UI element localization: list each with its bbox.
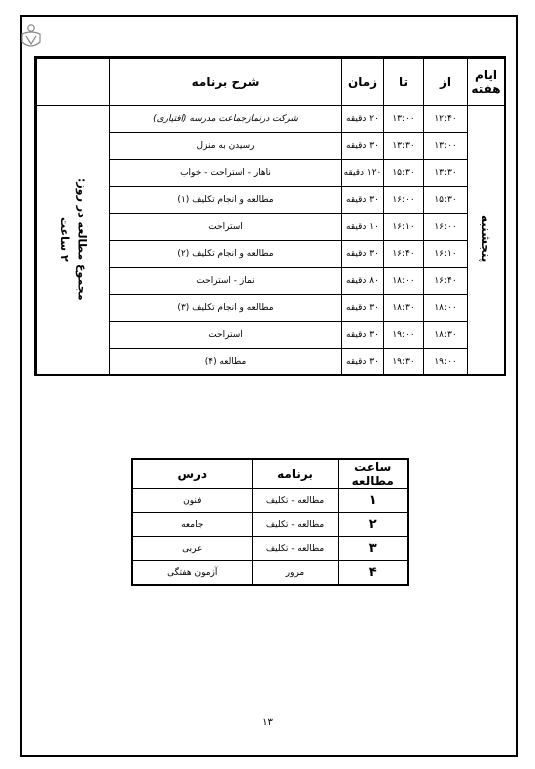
description-cell: مطالعه و انجام تکلیف (۱) — [110, 187, 342, 214]
table-row — [132, 513, 408, 537]
study-hour-cell: ۴ — [338, 561, 408, 586]
duration-cell: ۳۰ دقیقه — [342, 241, 384, 268]
to-cell: ۱۳:۳۰ — [384, 133, 424, 160]
from-cell: ۱۳:۰۰ — [424, 133, 468, 160]
description-cell: استراحت — [110, 322, 342, 349]
to-cell: ۱۹:۰۰ — [384, 322, 424, 349]
to-cell: ۱۶:۰۰ — [384, 187, 424, 214]
duration-cell: ۳۰ دقیقه — [342, 322, 384, 349]
school-emblem-icon — [18, 22, 44, 52]
from-cell: ۱۳:۳۰ — [424, 160, 468, 187]
description-cell: مطالعه و انجام تکلیف (۲) — [110, 241, 342, 268]
subject-cell: آزمون هفتگی — [132, 561, 252, 586]
duration-cell: ۳۰ دقیقه — [342, 295, 384, 322]
header-subject: درس — [132, 459, 252, 489]
from-cell: ۱۵:۳۰ — [424, 187, 468, 214]
table-row — [132, 537, 408, 561]
from-cell: ۱۹:۰۰ — [424, 349, 468, 376]
header-note-blank — [37, 59, 110, 106]
to-cell: ۱۶:۱۰ — [384, 214, 424, 241]
duration-cell: ۲۰ دقیقه — [342, 106, 384, 133]
study-hour-cell: ۱ — [338, 489, 408, 513]
page-number: ۱۳ — [262, 717, 273, 728]
program-cell: مرور — [252, 561, 338, 586]
program-cell: مطالعه - تکلیف — [252, 537, 338, 561]
subject-cell: جامعه — [132, 513, 252, 537]
header-description: شرح برنامه — [110, 59, 342, 106]
description-cell: مطالعه و انجام تکلیف (۳) — [110, 295, 342, 322]
program-cell: مطالعه - تکلیف — [252, 513, 338, 537]
day-label: پنجشنبه — [479, 215, 493, 263]
weekly-schedule-table — [36, 58, 505, 376]
duration-cell: ۸۰ دقیقه — [342, 268, 384, 295]
duration-cell: ۳۰ دقیقه — [342, 133, 384, 160]
program-cell: مطالعه - تکلیف — [252, 489, 338, 513]
to-cell: ۱۳:۰۰ — [384, 106, 424, 133]
duration-cell: ۳۰ دقیقه — [342, 187, 384, 214]
to-cell: ۱۸:۰۰ — [384, 268, 424, 295]
header-duration: زمان — [342, 59, 384, 106]
duration-cell: ۳۰ دقیقه — [342, 349, 384, 376]
description-cell: رسیدن به منزل — [110, 133, 342, 160]
daily-total-title: مجموع مطالعه در روز: — [75, 177, 89, 301]
table-row — [132, 561, 408, 586]
from-cell: ۱۶:۰۰ — [424, 214, 468, 241]
description-cell: شرکت درنمازجماعت مدرسه (افتیاری) — [110, 106, 342, 133]
header-program: برنامه — [252, 459, 338, 489]
duration-cell: ۱۲۰ دقیقه — [342, 160, 384, 187]
subject-cell: عربی — [132, 537, 252, 561]
description-cell: نماز - استراحت — [110, 268, 342, 295]
duration-cell: ۱۰ دقیقه — [342, 214, 384, 241]
day-cell — [468, 106, 505, 376]
study-hours-table — [131, 458, 409, 586]
from-cell: ۱۶:۴۰ — [424, 268, 468, 295]
to-cell: ۱۵:۳۰ — [384, 160, 424, 187]
description-cell: مطالعه (۴) — [110, 349, 342, 376]
daily-total-label — [55, 178, 90, 301]
header-days: ایام هفته — [468, 59, 505, 106]
from-cell: ۱۸:۳۰ — [424, 322, 468, 349]
to-cell: ۱۸:۳۰ — [384, 295, 424, 322]
from-cell: ۱۶:۱۰ — [424, 241, 468, 268]
description-cell: ناهار - استراحت - خواب — [110, 160, 342, 187]
to-cell: ۱۶:۴۰ — [384, 241, 424, 268]
table-row — [37, 106, 505, 133]
from-cell: ۱۲:۴۰ — [424, 106, 468, 133]
subject-cell: فنون — [132, 489, 252, 513]
daily-total-note — [37, 106, 110, 376]
to-cell: ۱۹:۳۰ — [384, 349, 424, 376]
header-study-hour: ساعت مطالعه — [338, 459, 408, 489]
header-from: از — [424, 59, 468, 106]
description-cell: استراحت — [110, 214, 342, 241]
header-to: تا — [384, 59, 424, 106]
from-cell: ۱۸:۰۰ — [424, 295, 468, 322]
daily-total-value: ۲ ساعت — [58, 216, 71, 262]
study-hour-cell: ۳ — [338, 537, 408, 561]
study-hour-cell: ۲ — [338, 513, 408, 537]
table-row — [132, 489, 408, 513]
